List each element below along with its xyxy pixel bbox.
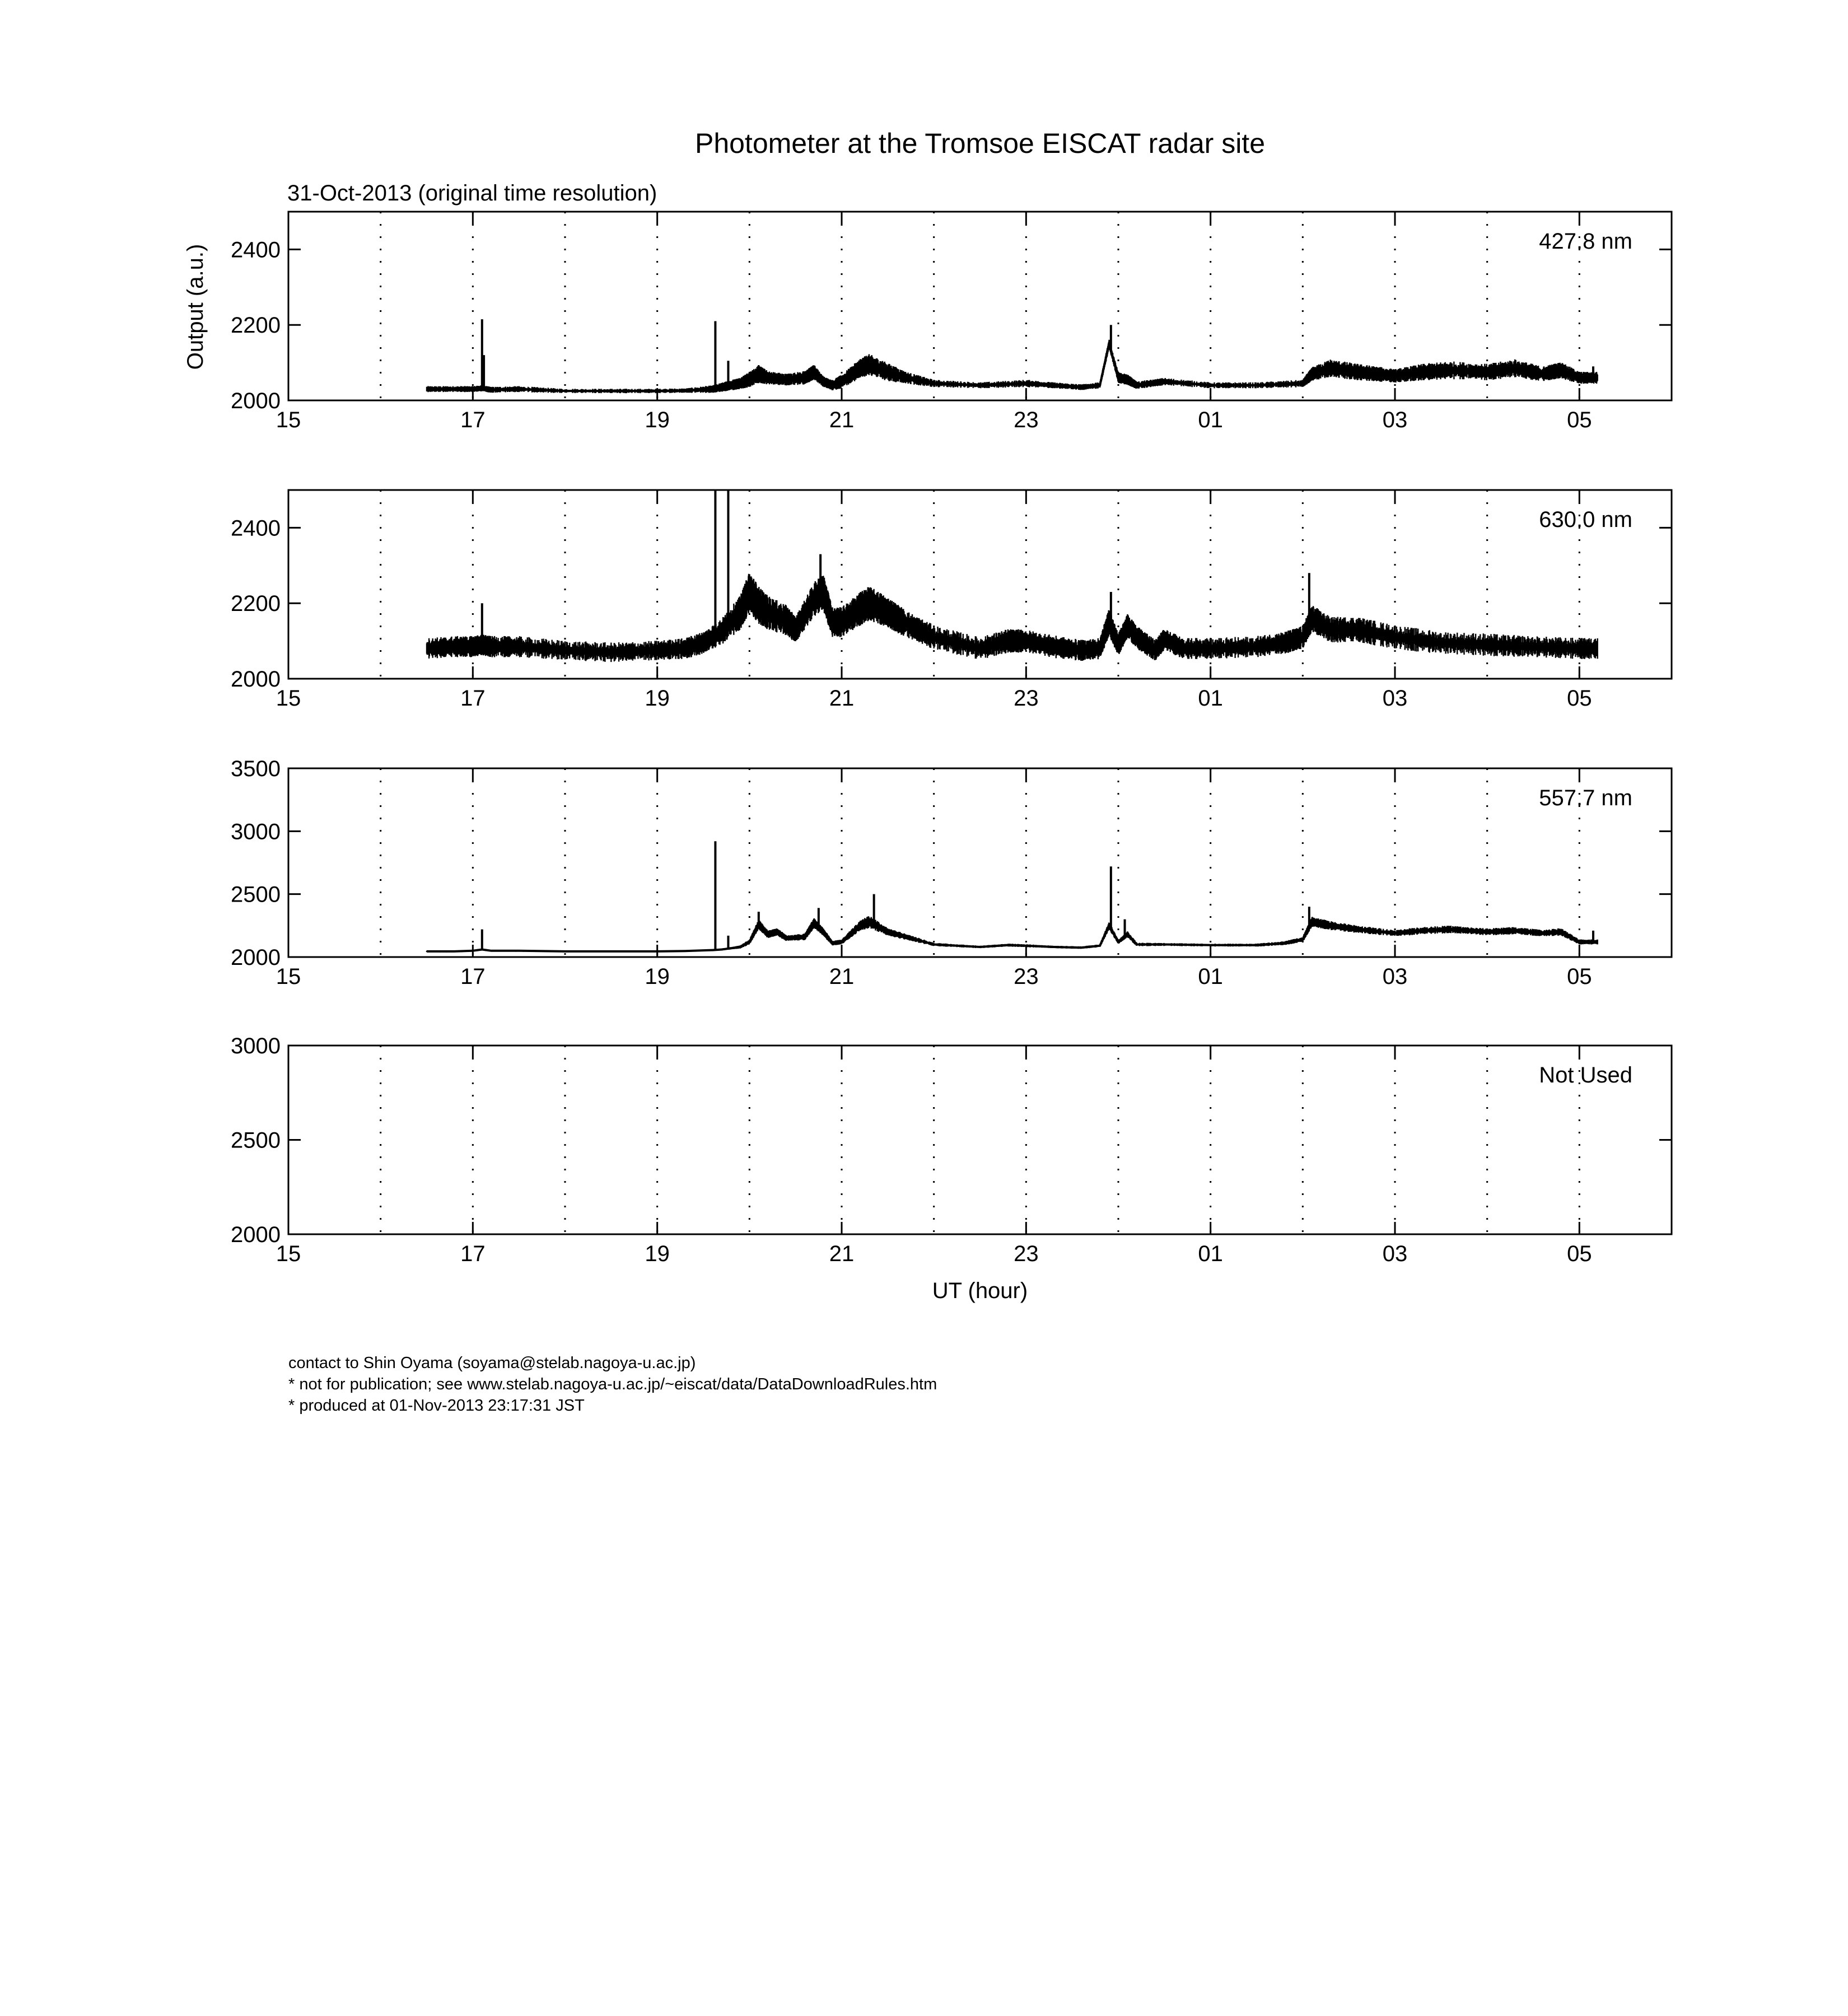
x-tick-label: 19 bbox=[645, 408, 670, 432]
series-band bbox=[427, 574, 1598, 662]
x-tick-label: 17 bbox=[460, 1242, 486, 1266]
y-tick-label: 3000 bbox=[231, 1034, 281, 1058]
panels-group bbox=[231, 212, 1672, 1266]
x-tick-label: 15 bbox=[276, 1242, 301, 1266]
y-tick-label: 3500 bbox=[231, 757, 281, 781]
y-tick-label: 2200 bbox=[231, 591, 281, 617]
x-tick-label: 01 bbox=[1198, 1242, 1223, 1266]
footer-produced-at: * produced at 01-Nov-2013 23:17:31 JST bbox=[288, 1397, 585, 1415]
x-tick-label: 05 bbox=[1567, 408, 1592, 432]
x-tick-label: 03 bbox=[1382, 1242, 1408, 1266]
series-group bbox=[427, 319, 1598, 393]
y-tick-label: 2500 bbox=[231, 1128, 281, 1153]
panel-3 bbox=[231, 757, 1672, 989]
x-tick-label: 23 bbox=[1014, 964, 1039, 989]
x-tick-label: 15 bbox=[276, 408, 301, 432]
series-group bbox=[427, 841, 1598, 952]
y-tick-label: 2000 bbox=[231, 667, 281, 692]
y-tick-label: 2000 bbox=[231, 945, 281, 970]
panel-wavelength-label: 557.7 nm bbox=[1539, 786, 1632, 810]
x-tick-label: 17 bbox=[460, 686, 486, 711]
x-tick-label: 23 bbox=[1014, 1242, 1039, 1266]
x-tick-label: 15 bbox=[276, 686, 301, 711]
y-tick-label: 2000 bbox=[231, 389, 281, 413]
x-axis-label: UT (hour) bbox=[932, 1278, 1028, 1303]
panel-2 bbox=[231, 490, 1672, 711]
x-tick-label: 21 bbox=[829, 964, 855, 989]
panel-1 bbox=[231, 212, 1672, 432]
x-tick-label: 15 bbox=[276, 964, 301, 989]
x-tick-label: 05 bbox=[1567, 686, 1592, 711]
panel-wavelength-label: 630.0 nm bbox=[1539, 507, 1632, 532]
x-tick-label: 19 bbox=[645, 964, 670, 989]
x-tick-label: 01 bbox=[1198, 408, 1223, 432]
panel-frame bbox=[288, 1046, 1672, 1234]
footer-contact: contact to Shin Oyama (soyama@stelab.nagoya-u.ac.jp) bbox=[288, 1354, 696, 1372]
x-tick-label: 19 bbox=[645, 1242, 670, 1266]
footer-notes bbox=[288, 1352, 937, 1416]
x-tick-label: 01 bbox=[1198, 964, 1223, 989]
x-tick-label: 23 bbox=[1014, 686, 1039, 711]
x-tick-label: 21 bbox=[829, 1242, 855, 1266]
x-tick-label: 21 bbox=[829, 686, 855, 711]
x-tick-label: 05 bbox=[1567, 964, 1592, 989]
x-tick-label: 23 bbox=[1014, 408, 1039, 432]
x-tick-label: 21 bbox=[829, 408, 855, 432]
series-band bbox=[427, 916, 1598, 952]
y-tick-label: 2400 bbox=[231, 237, 281, 263]
y-tick-label: 2400 bbox=[231, 516, 281, 541]
x-tick-label: 19 bbox=[645, 686, 670, 711]
y-tick-label: 2500 bbox=[231, 882, 281, 907]
y-tick-label: 3000 bbox=[231, 819, 281, 844]
chart-subtitle: 31-Oct-2013 (original time resolution) bbox=[287, 181, 657, 206]
series-band bbox=[427, 340, 1598, 393]
y-axis-label: Output (a.u.) bbox=[183, 244, 208, 370]
x-tick-label: 01 bbox=[1198, 686, 1223, 711]
series-group bbox=[427, 490, 1598, 662]
panel-4 bbox=[231, 1034, 1672, 1266]
panel-wavelength-label: Not Used bbox=[1539, 1063, 1632, 1088]
series-line bbox=[427, 922, 1598, 951]
x-tick-label: 03 bbox=[1382, 408, 1408, 432]
x-tick-label: 17 bbox=[460, 408, 486, 432]
y-tick-label: 2000 bbox=[231, 1222, 281, 1247]
x-tick-label: 17 bbox=[460, 964, 486, 989]
x-tick-label: 05 bbox=[1567, 1242, 1592, 1266]
y-tick-label: 2200 bbox=[231, 313, 281, 338]
x-tick-label: 03 bbox=[1382, 686, 1408, 711]
panel-wavelength-label: 427.8 nm bbox=[1539, 229, 1632, 254]
footer-publication-note: * not for publication; see www.stelab.nagoya-u.ac.jp/~eiscat/data/DataDownloadRules.htm bbox=[288, 1375, 937, 1393]
x-tick-label: 03 bbox=[1382, 964, 1408, 989]
chart-title: Photometer at the Tromsoe EISCAT radar site bbox=[694, 128, 1266, 159]
